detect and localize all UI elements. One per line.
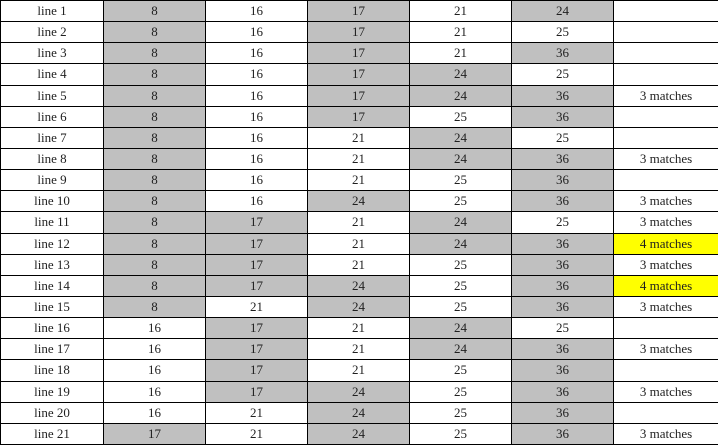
number-cell: 36 [512,106,614,127]
table-row [1,275,718,296]
number-cell: 17 [308,85,410,106]
number-cell: 8 [104,148,206,169]
number-cell: 24 [410,127,512,148]
number-cell: 17 [104,423,206,444]
number-cell: 17 [206,318,308,339]
matches-cell: 3 matches [614,191,718,212]
table-row [1,423,718,444]
number-cell: 24 [512,1,614,22]
number-cell: 8 [104,64,206,85]
number-cell: 36 [512,339,614,360]
number-cell: 17 [206,381,308,402]
line-label-cell: line 18 [1,360,104,381]
table-row [1,360,718,381]
number-cell: 8 [104,43,206,64]
line-label-cell: line 6 [1,106,104,127]
number-cell: 17 [308,22,410,43]
number-cell: 16 [206,85,308,106]
number-cell: 25 [410,191,512,212]
number-cell: 21 [410,43,512,64]
number-cell: 21 [206,423,308,444]
line-label-cell: line 10 [1,191,104,212]
number-cell: 8 [104,1,206,22]
table-row [1,296,718,317]
number-cell: 24 [410,85,512,106]
matches-cell: 3 matches [614,381,718,402]
matches-cell: 3 matches [614,296,718,317]
number-cell: 21 [206,296,308,317]
number-cell: 24 [410,233,512,254]
number-cell: 25 [410,254,512,275]
number-cell: 8 [104,233,206,254]
number-cell: 21 [308,127,410,148]
line-label-cell: line 21 [1,423,104,444]
table-row [1,22,718,43]
number-cell: 36 [512,360,614,381]
matches-cell [614,64,718,85]
number-cell: 36 [512,233,614,254]
number-cell: 36 [512,43,614,64]
number-cell: 16 [206,127,308,148]
number-cell: 21 [308,148,410,169]
line-label-cell: line 15 [1,296,104,317]
number-cell: 16 [104,318,206,339]
number-cell: 17 [308,43,410,64]
number-cell: 16 [206,170,308,191]
table-row [1,191,718,212]
number-cell: 17 [206,360,308,381]
number-cell: 8 [104,254,206,275]
table-row [1,1,718,22]
number-cell: 25 [512,22,614,43]
number-cell: 24 [308,423,410,444]
matches-cell: 3 matches [614,148,718,169]
number-cell: 8 [104,275,206,296]
number-cell: 36 [512,191,614,212]
number-cell: 8 [104,170,206,191]
number-cell: 36 [512,402,614,423]
matches-cell [614,1,718,22]
number-cell: 24 [308,275,410,296]
number-cell: 8 [104,191,206,212]
line-label-cell: line 13 [1,254,104,275]
number-cell: 24 [308,402,410,423]
number-cell: 16 [206,64,308,85]
matches-cell: 3 matches [614,423,718,444]
number-cell: 16 [104,381,206,402]
number-cell: 8 [104,85,206,106]
number-cell: 8 [104,212,206,233]
number-cell: 17 [206,275,308,296]
number-cell: 21 [308,212,410,233]
line-label-cell: line 1 [1,1,104,22]
line-label-cell: line 3 [1,43,104,64]
line-label-cell: line 17 [1,339,104,360]
matches-cell [614,402,718,423]
table-body [1,1,718,445]
matches-cell: 3 matches [614,85,718,106]
number-cell: 16 [206,1,308,22]
number-cell: 36 [512,148,614,169]
number-cell: 21 [410,22,512,43]
matches-cell: 3 matches [614,254,718,275]
number-cell: 21 [308,170,410,191]
number-cell: 21 [308,318,410,339]
number-cell: 25 [410,106,512,127]
number-cell: 24 [410,64,512,85]
number-cell: 36 [512,275,614,296]
number-cell: 21 [308,254,410,275]
table-row [1,402,718,423]
number-cell: 8 [104,296,206,317]
number-cell: 16 [206,22,308,43]
table-row [1,148,718,169]
table-row [1,254,718,275]
number-cell: 24 [308,191,410,212]
number-cell: 24 [410,339,512,360]
number-cell: 8 [104,106,206,127]
number-cell: 8 [104,127,206,148]
table-row [1,212,718,233]
table-row [1,170,718,191]
line-label-cell: line 14 [1,275,104,296]
number-cell: 17 [308,1,410,22]
table-row [1,233,718,254]
line-label-cell: line 16 [1,318,104,339]
matches-cell: 3 matches [614,339,718,360]
number-cell: 25 [410,423,512,444]
number-cell: 21 [308,339,410,360]
number-cell: 24 [410,148,512,169]
number-cell: 24 [308,296,410,317]
number-cell: 25 [410,170,512,191]
number-cell: 17 [308,106,410,127]
table-row [1,381,718,402]
matches-cell [614,318,718,339]
number-cell: 36 [512,170,614,191]
number-cell: 25 [512,64,614,85]
number-cell: 25 [410,275,512,296]
matches-cell [614,43,718,64]
line-label-cell: line 11 [1,212,104,233]
number-cell: 8 [104,22,206,43]
number-cell: 16 [206,106,308,127]
line-label-cell: line 5 [1,85,104,106]
number-cell: 21 [206,402,308,423]
number-cell: 17 [206,339,308,360]
number-cell: 25 [410,381,512,402]
number-cell: 25 [410,360,512,381]
table-row [1,64,718,85]
number-cell: 17 [308,64,410,85]
number-cell: 17 [206,212,308,233]
matches-cell: 4 matches [614,233,718,254]
number-cell: 25 [512,212,614,233]
number-cell: 36 [512,296,614,317]
number-cell: 21 [308,360,410,381]
table-row [1,127,718,148]
table-row [1,318,718,339]
line-label-cell: line 9 [1,170,104,191]
matches-cell: 4 matches [614,275,718,296]
line-label-cell: line 8 [1,148,104,169]
matches-cell [614,170,718,191]
line-label-cell: line 12 [1,233,104,254]
line-label-cell: line 2 [1,22,104,43]
number-cell: 16 [104,360,206,381]
number-cell: 25 [512,127,614,148]
table-row [1,43,718,64]
number-cell: 25 [512,318,614,339]
number-cell: 25 [410,402,512,423]
number-cell: 21 [308,233,410,254]
number-cell: 17 [206,233,308,254]
matches-cell [614,22,718,43]
table-row [1,339,718,360]
number-cell: 25 [410,296,512,317]
matches-cell [614,360,718,381]
number-cell: 36 [512,423,614,444]
number-cell: 16 [104,339,206,360]
number-cell: 16 [104,402,206,423]
number-cell: 24 [410,212,512,233]
number-cell: 24 [410,318,512,339]
number-cell: 36 [512,85,614,106]
table-row [1,85,718,106]
number-cell: 16 [206,148,308,169]
table-row [1,106,718,127]
line-label-cell: line 7 [1,127,104,148]
number-cell: 21 [410,1,512,22]
matches-cell [614,127,718,148]
line-label-cell: line 20 [1,402,104,423]
number-cell: 36 [512,381,614,402]
number-cell: 16 [206,191,308,212]
matches-cell [614,106,718,127]
matches-cell: 3 matches [614,212,718,233]
line-label-cell: line 19 [1,381,104,402]
number-cell: 36 [512,254,614,275]
number-cell: 16 [206,43,308,64]
line-label-cell: line 4 [1,64,104,85]
number-cell: 24 [308,381,410,402]
number-cell: 17 [206,254,308,275]
